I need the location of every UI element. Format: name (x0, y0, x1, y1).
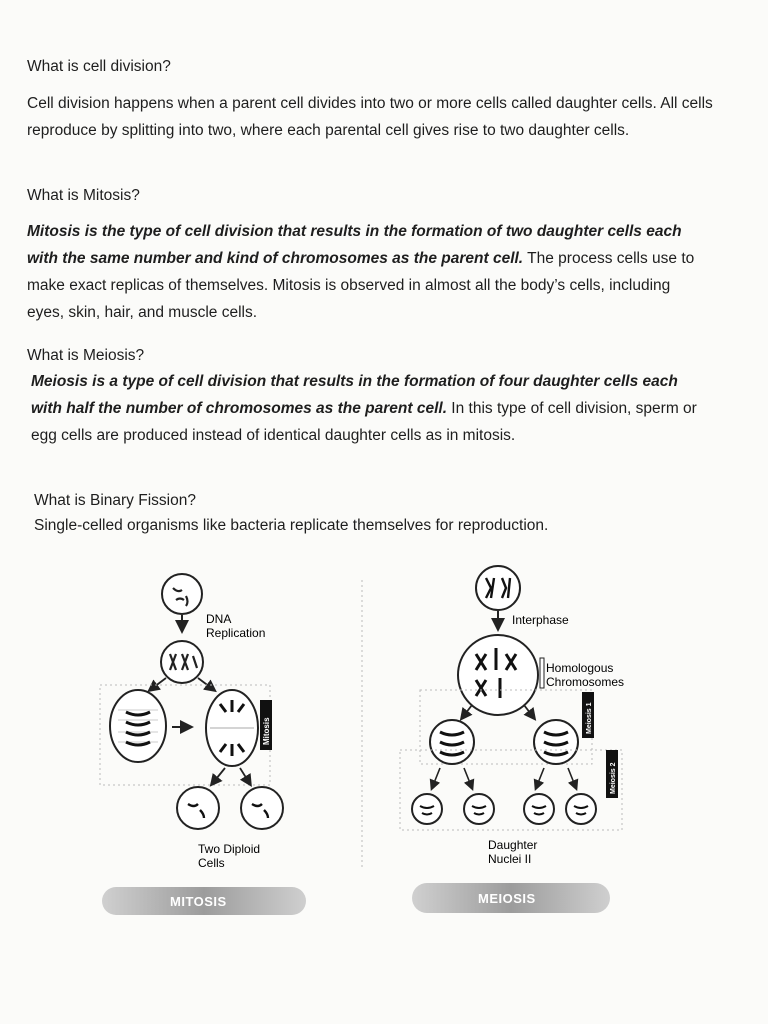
mitosis-diagram (100, 574, 306, 915)
daughter-nucleus-2 (464, 794, 494, 824)
meiosis-parent-cell (476, 566, 520, 610)
interphase-label: Interphase (512, 613, 569, 627)
daughter-nuclei-label-2: Nuclei II (488, 852, 532, 866)
meiosis-homologous-cell (458, 635, 538, 715)
meiosis-definition: Meiosis is a type of cell division that results in the formation of four daughter cells each with half the number of chromosomes as the parent cell. (31, 373, 678, 417)
mitosis-parent-cell (162, 574, 202, 614)
daughter-nuclei-label: Daughter (488, 838, 538, 852)
answer-mitosis (27, 218, 702, 326)
meiosis2-side-label: Meiosis 2 (610, 762, 617, 794)
daughter-nucleus-4 (566, 794, 596, 824)
question-meiosis: What is Meiosis? (27, 347, 145, 364)
mitosis-explanation: The process cells use to make exact replicas of themselves. Mitosis is observed in almost all the body’s cells, including eyes, skin, hair, and muscle cells. (27, 250, 695, 321)
homologous-chromosomes-label: Homologous (546, 661, 614, 675)
question-mitosis: What is Mitosis? (27, 187, 140, 204)
meiosis1-cell-right (534, 720, 578, 764)
mitosis-side-label: Mitosis (262, 717, 271, 745)
meiosis-explanation: In this type of cell division, sperm or egg cells are produced instead of identical daughter cells as in mitosis. (31, 400, 697, 444)
dna-replication-label: DNA (206, 612, 232, 626)
answer-meiosis (31, 368, 706, 449)
mitosis-anaphase-cell (206, 690, 258, 766)
cell-division-figure (0, 550, 768, 930)
daughter-nucleus-1 (412, 794, 442, 824)
daughter-nucleus-3 (524, 794, 554, 824)
meiosis-title: MEIOSIS (478, 891, 536, 906)
mitosis-metaphase-cell (110, 690, 166, 762)
two-diploid-cells-label-2: Cells (198, 856, 225, 870)
answer-binary-fission: Single-celled organisms like bacteria replicate themselves for reproduction. (34, 517, 549, 534)
question-binary-fission: What is Binary Fission? (34, 492, 196, 509)
mitosis-definition: Mitosis is the type of cell division that results in the formation of two daughter cells each with the same number and kind of chromosomes as the parent cell. (27, 223, 682, 267)
question-cell-division: What is cell division? (27, 58, 171, 75)
homologous-chromosomes-label-2: Chromosomes (546, 675, 625, 689)
meiosis1-cell-left (430, 720, 474, 764)
mitosis-replicated-cell (161, 641, 203, 683)
mitosis-title: MITOSIS (170, 894, 227, 909)
meiosis-diagram (400, 566, 624, 913)
two-diploid-cells-label: Two Diploid (198, 842, 261, 856)
dna-replication-label-2: Replication (206, 626, 266, 640)
answer-cell-division: Cell division happens when a parent cell divides into two or more cells called daughter cells. All cells reproduce by splitting into two, where each parental cell gives rise to two daughter cells. (27, 95, 713, 139)
mitosis-daughter-cell-1 (177, 787, 219, 829)
mitosis-daughter-cell-2 (241, 787, 283, 829)
meiosis1-side-label: Meiosis 1 (586, 702, 593, 734)
